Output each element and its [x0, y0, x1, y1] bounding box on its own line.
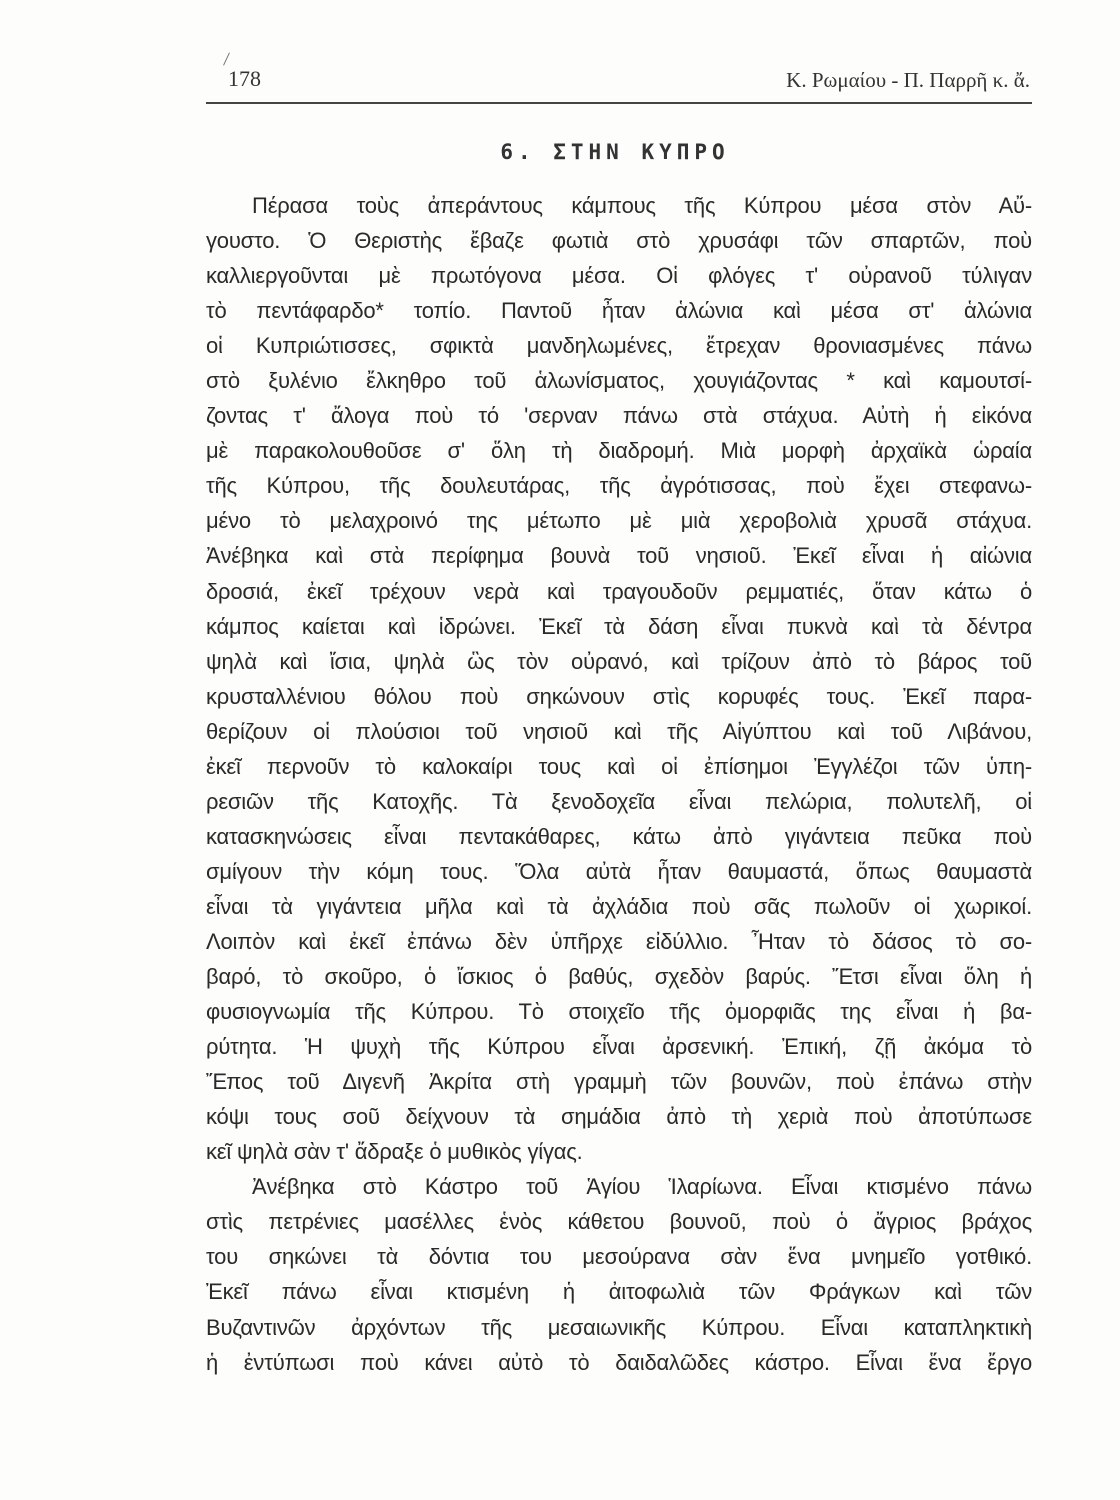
text-line: τὸ πεντάφαρδο* τοπίο. Παντοῦ ἦταν ἁλώνια καὶ μέσα στ' ἁλώνια [206, 298, 1032, 324]
text-line: κατασκηνώσεις εἶναι πεντακάθαρες, κάτω ἀπὸ γιγάντεια πεῦκα ποὺ [206, 823, 1032, 849]
text-line: κόψι τους σοῦ δείχνουν τὰ σημάδια ἀπὸ τὴ χεριὰ ποὺ ἀποτύπωσε [206, 1104, 1032, 1130]
text-line: κρυσταλλένιου θόλου ποὺ σηκώνουν στὶς κορυφές τους. Ἐκεῖ παρα- [206, 683, 1032, 709]
text-line: βαρό, τὸ σκοῦρο, ὁ ἴσκιος ὁ βαθύς, σχεδὸν βαρύς. Ἔτσι εἶναι ὅλη ἡ [206, 964, 1032, 990]
text-line: σμίγουν τὴν κόμη τους. Ὅλα αὐτὰ ἦταν θαυμαστά, ὅπως θαυμαστὰ [206, 858, 1032, 884]
text-line: Λοιπὸν καὶ ἐκεῖ ἐπάνω δὲν ὑπῆρχε εἰδύλλιο. Ἦταν τὸ δάσος τὸ σο- [206, 928, 1032, 954]
text-line: ψηλὰ καὶ ἴσια, ψηλὰ ὣς τὸν οὐρανό, καὶ τρίζουν ἀπὸ τὸ βάρος τοῦ [206, 648, 1032, 674]
text-line: φυσιογνωμία τῆς Κύπρου. Τὸ στοιχεῖο τῆς ὀμορφιᾶς της εἶναι ἡ βα- [206, 999, 1032, 1025]
text-line: τῆς Κύπρου, τῆς δουλευτάρας, τῆς ἀγρότισσας, ποὺ ἔχει στεφανω- [206, 473, 1032, 499]
running-head: Κ. Ρωμαίου - Π. Παρρῆ κ. ἄ. [786, 68, 1030, 92]
text-line: εἶναι τὰ γιγάντεια μῆλα καὶ τὰ ἀχλάδια ποὺ σᾶς πωλοῦν οἱ χωρικοί. [206, 893, 1032, 919]
text-line: Ἔπος τοῦ Διγενῆ Ἀκρίτα στὴ γραμμὴ τῶν βουνῶν, ποὺ ἐπάνω στὴν [206, 1069, 1032, 1095]
text-line: ἡ ἐντύπωσι ποὺ κάνει αὐτὸ τὸ δαιδαλῶδες κάστρο. Εἶναι ἕνα ἔργο [206, 1349, 1032, 1375]
text-line: γουστο. Ὁ Θεριστὴς ἔβαζε φωτιὰ στὸ χρυσάφι τῶν σπαρτῶν, ποὺ [206, 228, 1032, 254]
text-line: καλλιεργοῦνται μὲ πρωτόγονα μέσα. Οἱ φλόγες τ' οὐρανοῦ τύλιγαν [206, 263, 1032, 289]
text-line: κεῖ ψηλὰ σὰν τ' ἄδραξε ὁ μυθικὸς γίγας. [206, 1139, 583, 1165]
body-text [206, 188, 1032, 1380]
page-number: 178 [228, 66, 261, 91]
text-line: του σηκώνει τὰ δόντια του μεσούρανα σὰν ἕνα μνημεῖο γοτθικό. [206, 1244, 1032, 1270]
text-line: μένο τὸ μελαχροινό της μέτωπο μὲ μιὰ χεροβολιὰ χρυσᾶ στάχυα. [206, 508, 1032, 534]
text-line: στὸ ξυλένιο ἔλκηθρο τοῦ ἁλωνίσματος, χουγιάζοντας * καὶ καμουτσί- [206, 368, 1032, 394]
pencil-mark [223, 52, 230, 65]
header-rule [206, 102, 1032, 104]
text-line: ἐκεῖ περνοῦν τὸ καλοκαίρι τους καὶ οἱ ἐπίσημοι Ἐγγλέζοι τῶν ὑπη- [206, 753, 1032, 779]
text-line: Ἀνέβηκα καὶ στὰ περίφημα βουνὰ τοῦ νησιοῦ. Ἐκεῖ εἶναι ἡ αἰώνια [206, 543, 1032, 569]
text-line: θερίζουν οἱ πλούσιοι τοῦ νησιοῦ καὶ τῆς Αἰγύπτου καὶ τοῦ Λιβάνου, [206, 718, 1032, 744]
text-line: στὶς πετρένιες μασέλλες ἑνὸς κάθετου βουνοῦ, ποὺ ὁ ἄγριος βράχος [206, 1209, 1032, 1235]
text-line: μὲ παρακολουθοῦσε σ' ὅλη τὴ διαδρομή. Μιὰ μορφὴ ἀρχαϊκὰ ὡραία [206, 438, 1032, 464]
text-line: ρύτητα. Ἡ ψυχὴ τῆς Κύπρου εἶναι ἀρσενική. Ἐπική, ζῇ ἀκόμα τὸ [206, 1034, 1032, 1060]
text-line: κάμπος καίεται καὶ ἱδρώνει. Ἐκεῖ τὰ δάση εἶναι πυκνὰ καὶ τὰ δέντρα [206, 613, 1032, 639]
text-line: Βυζαντινῶν ἀρχόντων τῆς μεσαιωνικῆς Κύπρου. Εἶναι καταπληκτικὴ [206, 1314, 1032, 1340]
chapter-title: 6. ΣΤΗΝ ΚΥΠΡΟ [500, 140, 730, 164]
text-line: ζοντας τ' ἄλογα ποὺ τό 'σερναν πάνω στὰ στάχυα. Αὐτὴ ἡ εἰκόνα [206, 403, 1032, 429]
text-line: δροσιά, ἐκεῖ τρέχουν νερὰ καὶ τραγουδοῦν ρεμματιές, ὅταν κάτω ὁ [206, 578, 1032, 604]
text-line: Ἐκεῖ πάνω εἶναι κτισμένη ἡ ἀιτοφωλιὰ τῶν Φράγκων καὶ τῶν [206, 1279, 1032, 1305]
text-line: οἱ Κυπριώτισσες, σφικτὰ μανδηλωμένες, ἔτρεχαν θρονιασμένες πάνω [206, 333, 1032, 359]
text-line: ρεσιῶν τῆς Κατοχῆς. Τὰ ξενοδοχεῖα εἶναι πελώρια, πολυτελῆ, οἱ [206, 788, 1032, 814]
text-line: Ἀνέβηκα στὸ Κάστρο τοῦ Ἁγίου Ἱλαρίωνα. Εἶναι κτισμένο πάνω [252, 1174, 1032, 1200]
text-line: Πέρασα τοὺς ἀπεράντους κάμπους τῆς Κύπρου μέσα στὸν Αὔ- [252, 193, 1032, 218]
